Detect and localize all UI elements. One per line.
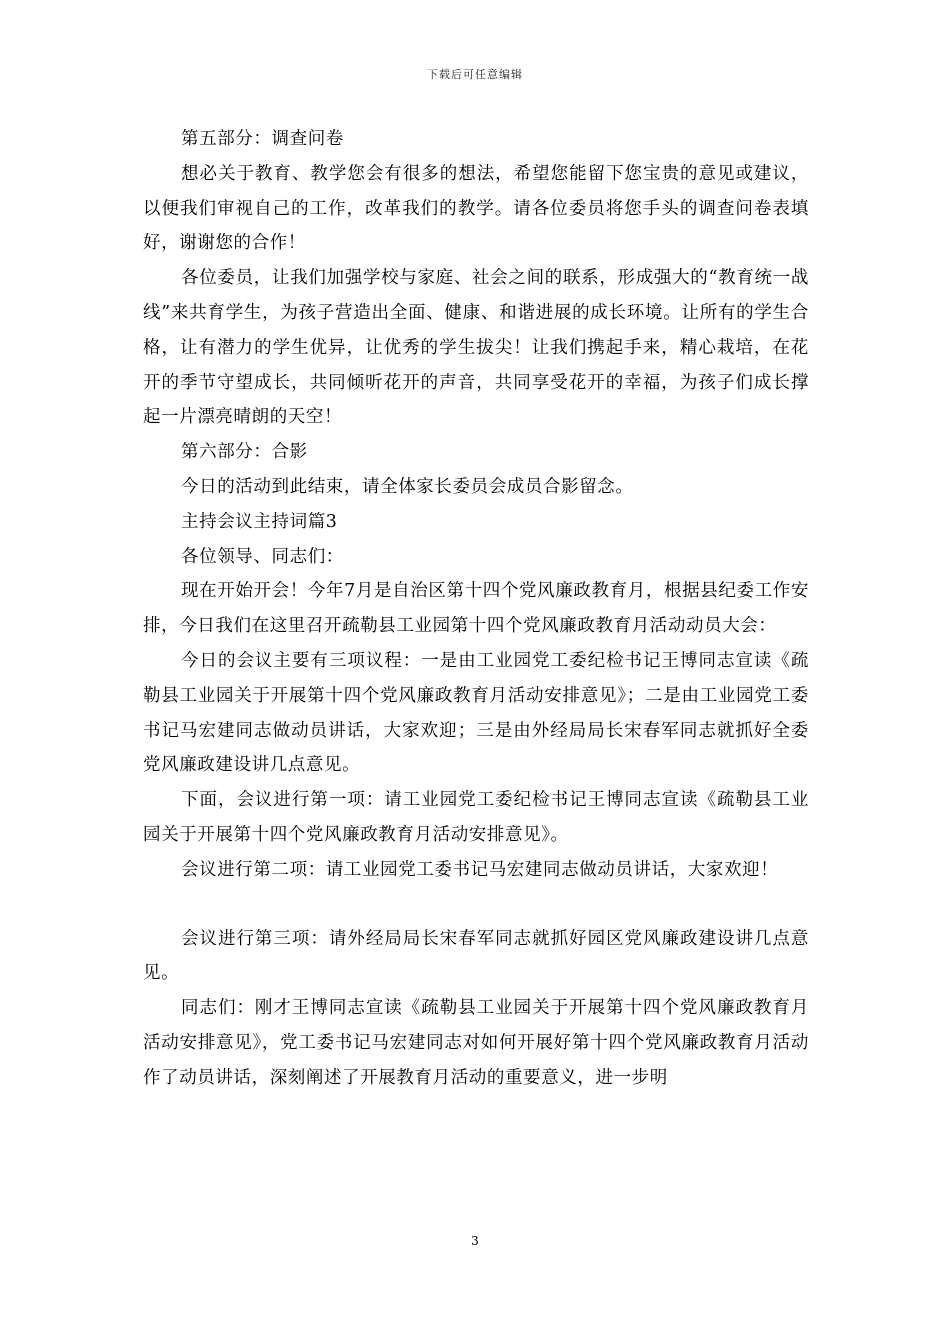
paragraph-summary: 同志们：刚才王博同志宣读《疏勒县工业园关于开展第十四个党风廉政教育月活动安排意见》，党工委书记马宏建同志对如何开展好第十四个党风廉政教育月活动作了动员讲话，深刻阐述了开展教育月活动的重要意义，进一步明 <box>143 998 809 1088</box>
paragraph-salutation: 各位领导、同志们： <box>181 546 344 567</box>
document-body <box>143 122 809 1096</box>
page-number: 3 <box>471 1234 479 1248</box>
article-title: 主持会议主持词篇3 <box>181 511 338 532</box>
section-heading-part-6: 第六部分：合影 <box>181 442 308 463</box>
section-heading-part-5: 第五部分：调查问卷 <box>181 129 344 149</box>
paragraph-closing-appeal: 各位委员，让我们加强学校与家庭、社会之间的联系，形成强大的“教育统一战线”来共育学生，为孩子营造出全面、健康、和谐进展的成长环境。让所有的学生合格，让有潜力的学生优异，让优秀的学生拔尖！让我们携起手来，精心栽培，在花开的季节守望成长，共同倾听花开的声音，共同享受花开的幸福，为孩子们成长撑起一片漂亮晴朗的天空！ <box>143 268 809 428</box>
paragraph-meeting-opening: 现在开始开会！今年7月是自治区第十四个党风廉政教育月，根据县纪委工作安排，今日我们在这里召开疏勒县工业园第十四个党风廉政教育月活动动员大会： <box>143 581 809 637</box>
paragraph-group-photo: 今日的活动到此结束，请全体家长委员会成员合影留念。 <box>181 476 634 497</box>
page-header: 下载后可任意编辑 <box>427 68 523 81</box>
paragraph-survey-request: 想必关于教育、教学您会有很多的想法，希望您能留下您宝贵的意见或建议，以便我们审视自己的工作，改革我们的教学。请各位委员将您手头的调查问卷表填好，谢谢您的合作！ <box>143 163 809 254</box>
paragraph-item-one: 下面，会议进行第一项：请工业园党工委纪检书记王博同志宣读《疏勒县工业园关于开展第十四个党风廉政教育月活动安排意见》。 <box>143 790 809 845</box>
blank-line <box>143 888 809 922</box>
paragraph-item-two: 会议进行第二项：请工业园党工委书记马宏建同志做动员讲话，大家欢迎！ <box>181 859 779 880</box>
paragraph-agenda: 今日的会议主要有三项议程：一是由工业园党工委纪检书记王博同志宣读《疏勒县工业园关于开展第十四个党风廉政教育月活动安排意见》；二是由工业园党工委书记马宏建同志做动员讲话，大家欢迎；三是由外经局局长宋春军同志就抓好全委党风廉政建设讲几点意见。 <box>143 650 809 776</box>
paragraph-item-three: 会议进行第三项：请外经局局长宋春军同志就抓好园区党风廉政建设讲几点意见。 <box>143 928 809 984</box>
